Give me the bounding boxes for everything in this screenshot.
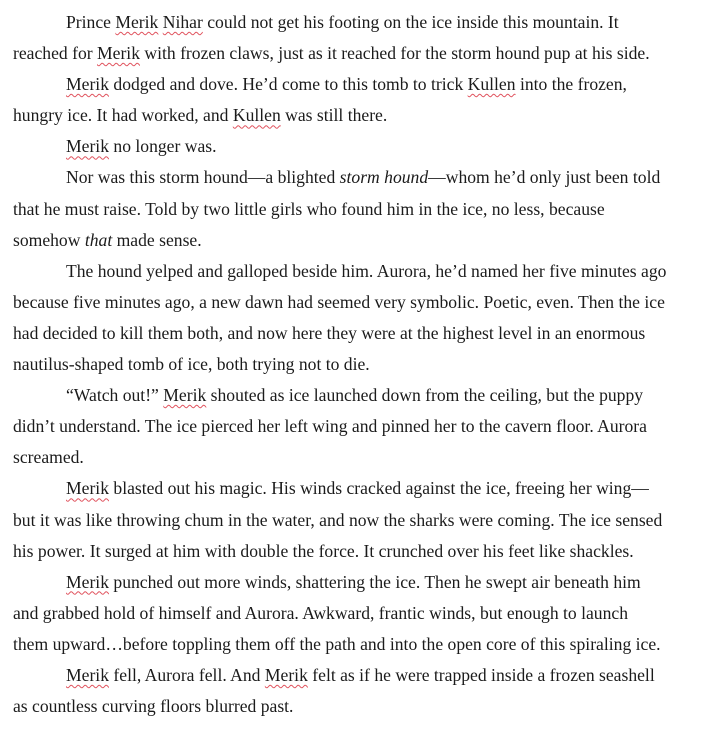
paragraph — [13, 131, 708, 162]
text-line — [13, 7, 708, 38]
text-line — [13, 100, 708, 131]
text-line — [13, 691, 708, 722]
paragraph — [13, 473, 708, 566]
misspelled-word: Merik — [115, 12, 159, 32]
text-segment: felt as if he were trapped inside a frozen seashell — [307, 664, 655, 685]
text-line — [13, 567, 708, 598]
paragraph — [13, 256, 708, 380]
text-segment: could not get his footing on the ice inside this mountain. It — [202, 12, 619, 32]
misspelled-word: Merik — [97, 43, 140, 64]
text-line — [13, 225, 708, 256]
text-segment: into the frozen, — [515, 74, 627, 95]
text-segment: nautilus-shaped tomb of ice, both trying not to die. — [13, 354, 370, 375]
text-segment: Prince — [66, 12, 116, 32]
text-segment: shouted as ice launched down from the ceiling, but the puppy — [206, 385, 644, 406]
text-line — [13, 473, 708, 504]
misspelled-word: Merik — [66, 136, 109, 157]
misspelled-word: Merik — [66, 664, 109, 685]
text-segment: reached for — [13, 43, 97, 64]
text-line — [13, 162, 708, 193]
text-line — [13, 598, 708, 629]
misspelled-word: Nihar — [162, 12, 203, 32]
text-line — [13, 131, 708, 162]
text-line — [13, 256, 708, 287]
text-line — [13, 69, 708, 100]
text-segment: was still there. — [280, 105, 388, 126]
misspelled-word: Merik — [66, 74, 109, 95]
text-line — [13, 505, 708, 536]
text-segment: because five minutes ago, a new dawn had seemed very symbolic. Poetic, even. Then the ice — [13, 291, 665, 312]
paragraph — [13, 380, 708, 473]
text-segment: The hound yelped and galloped beside him. Aurora, he’d named her five minutes ago — [66, 260, 667, 281]
misspelled-word: Merik — [66, 571, 109, 592]
text-line — [13, 38, 708, 69]
misspelled-word: Merik — [264, 664, 308, 685]
paragraph — [13, 162, 708, 255]
text-line — [13, 318, 708, 349]
text-segment: didn’t understand. The ice pierced her left wing and pinned her to the cavern floor. Aurora — [13, 416, 647, 437]
misspelled-word: Merik — [163, 385, 207, 406]
text-line — [13, 660, 708, 691]
text-segment: and grabbed hold of himself and Aurora. Awkward, frantic winds, but enough to launch — [13, 602, 628, 623]
text-segment: blasted out his magic. His winds cracked against the ice, freeing her wing— — [109, 478, 649, 499]
text-line — [13, 629, 708, 660]
text-segment: but it was like throwing chum in the water, and now the sharks were coming. The ice sensed — [13, 509, 663, 530]
text-line — [13, 442, 708, 473]
paragraph — [13, 660, 708, 722]
text-segment: had decided to kill them both, and now here they were at the highest level in an enormous — [13, 322, 646, 343]
text-segment: hungry ice. It had worked, and — [13, 105, 233, 126]
document-body[interactable] — [13, 7, 708, 722]
text-segment: made sense. — [112, 229, 202, 250]
text-line — [13, 380, 708, 411]
text-segment: punched out more winds, shattering the ice. Then he swept air beneath him — [109, 571, 641, 592]
paragraph — [13, 69, 708, 131]
text-line — [13, 411, 708, 442]
text-line — [13, 194, 708, 225]
text-segment: dodged and dove. He’d come to this tomb to trick — [109, 74, 468, 95]
text-line — [13, 287, 708, 318]
text-segment: his power. It surged at him with double the force. It crunched over his feet like shackles. — [13, 540, 634, 561]
italic-text: storm hound — [339, 167, 429, 188]
text-segment: —whom he’d only just been told — [428, 167, 661, 188]
text-segment: fell, Aurora fell. And — [109, 664, 265, 685]
text-segment: that he must raise. Told by two little girls who found him in the ice, no less, because — [13, 198, 605, 219]
misspelled-word: Merik — [66, 478, 109, 499]
italic-text: that — [84, 229, 113, 250]
paragraph — [13, 7, 708, 69]
text-segment: screamed. — [13, 447, 84, 468]
text-line — [13, 349, 708, 380]
text-line — [13, 536, 708, 567]
text-segment: no longer was. — [109, 136, 217, 157]
text-segment: Nor was this storm hound—a blighted — [66, 167, 340, 188]
text-segment: them upward…before toppling them off the path and into the open core of this spiraling ice. — [13, 633, 661, 654]
text-segment: somehow — [13, 229, 85, 250]
misspelled-word: Kullen — [232, 105, 281, 126]
text-segment: with frozen claws, just as it reached for the storm hound pup at his side. — [140, 43, 650, 64]
text-segment: as countless curving floors blurred past. — [13, 696, 294, 717]
misspelled-word: Kullen — [467, 74, 516, 95]
paragraph — [13, 567, 708, 660]
text-segment: “Watch out!” — [66, 385, 164, 406]
